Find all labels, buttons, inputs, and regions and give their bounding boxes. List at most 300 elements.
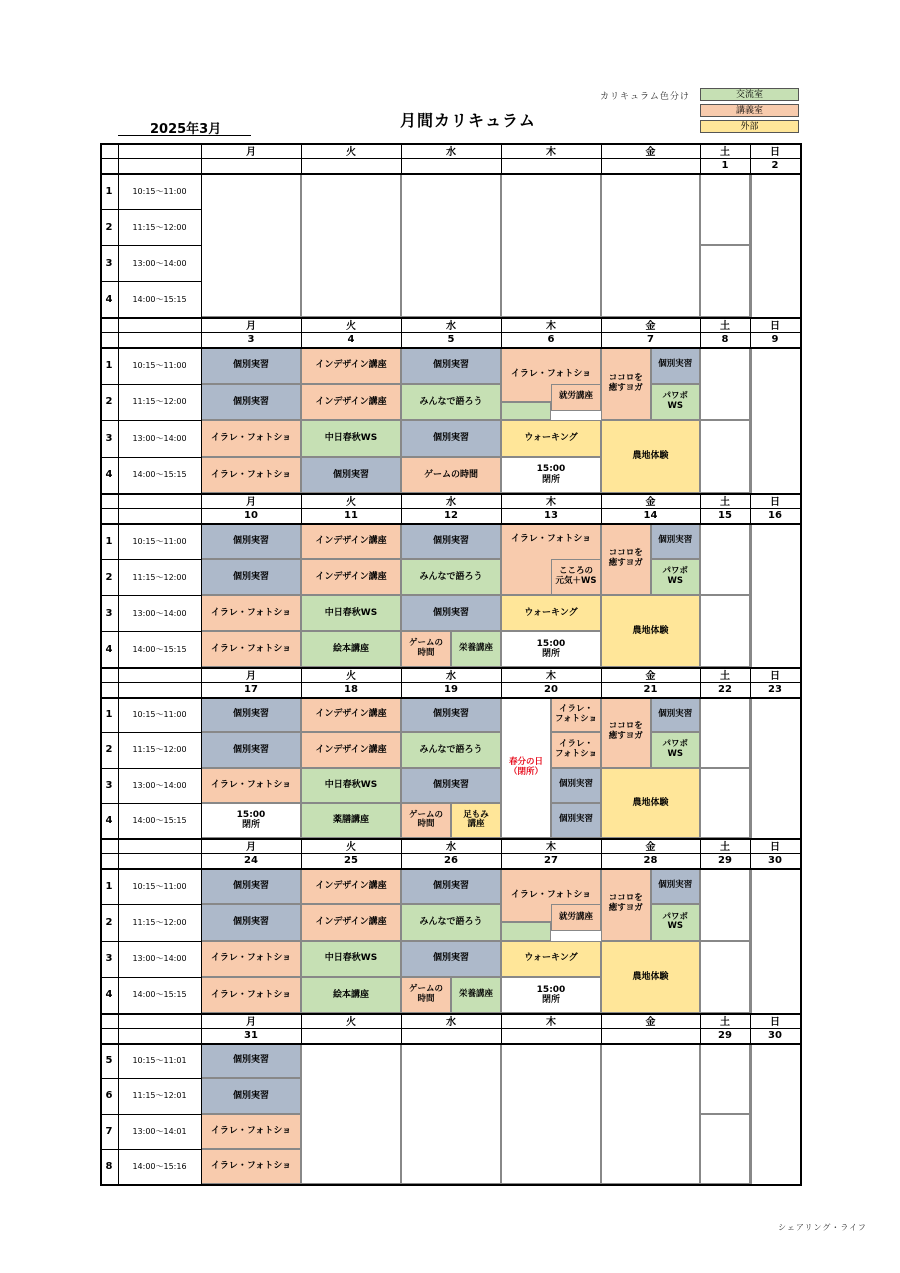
empty-cell	[301, 1043, 401, 1184]
outer-border-right	[800, 143, 802, 1186]
period-time: 10:15～11:00	[132, 881, 187, 891]
activity-block: 個別実習	[401, 595, 501, 631]
period-divider	[100, 420, 201, 421]
activity-block: イラレ・ フォトショ	[551, 732, 601, 767]
date-label: 12	[444, 510, 458, 521]
date-label: 15	[718, 510, 732, 521]
period-time: 11:15～12:00	[132, 745, 187, 755]
column-divider	[118, 143, 119, 317]
weekday-label: 水	[446, 1017, 456, 1028]
period-number: 2	[105, 571, 113, 583]
activity-block: 農地体験	[601, 768, 700, 839]
empty-cell	[601, 1043, 700, 1184]
weekday-label: 火	[346, 1017, 356, 1028]
date-label: 7	[647, 334, 654, 345]
empty-cell	[750, 420, 752, 493]
date-label: 16	[768, 510, 782, 521]
activity-block: 個別実習	[201, 868, 301, 904]
activity-block: 農地体験	[601, 595, 700, 667]
weekday-label: 木	[546, 321, 556, 332]
period-number: 3	[105, 432, 113, 444]
activity-block: イラレ・フォトショ	[201, 768, 301, 803]
header-bottom-border	[100, 523, 800, 525]
period-time: 14:00～15:15	[132, 294, 187, 304]
date-label: 19	[444, 684, 458, 695]
empty-cell	[750, 347, 752, 420]
activity-block: イラレ・フォトショ	[201, 1149, 301, 1184]
period-time: 14:00～15:15	[132, 815, 187, 825]
column-divider	[301, 143, 302, 173]
period-time: 13:00～14:00	[132, 258, 187, 268]
date-label: 24	[244, 855, 258, 866]
column-divider	[501, 143, 502, 173]
weekday-label: 土	[720, 671, 730, 682]
column-divider	[401, 143, 402, 173]
date-label	[301, 158, 401, 173]
empty-cell	[401, 173, 501, 317]
activity-block: 足もみ 講座	[451, 803, 501, 838]
weekday-label: 金	[645, 842, 656, 853]
activity-block: インデザイン講座	[301, 559, 401, 595]
column-divider	[401, 317, 402, 347]
period-number: 4	[105, 293, 113, 305]
activity-block: ウォーキング	[501, 941, 601, 977]
activity-block: ココロを 癒すヨガ	[601, 347, 651, 420]
activity-block: みんなで語ろう	[401, 559, 501, 595]
weekday-label: 火	[346, 671, 356, 682]
weekday-label: 月	[246, 842, 256, 853]
footer-brand: シェアリング・ライフ	[778, 1223, 867, 1232]
period-divider	[100, 245, 201, 246]
period-time: 14:00～15:15	[132, 644, 187, 654]
date-label: 18	[344, 684, 358, 695]
empty-cell	[700, 1043, 750, 1114]
weekday-label: 火	[346, 842, 356, 853]
activity-block: イラレ・フォトショ	[501, 523, 601, 595]
weekday-label: 月	[246, 1017, 256, 1028]
period-time: 13:00～14:01	[132, 1126, 187, 1136]
period-time: 13:00～14:00	[132, 954, 187, 964]
period-number: 1	[105, 880, 113, 892]
activity-block: ゲームの 時間	[401, 977, 451, 1013]
activity-block: パワポ WS	[651, 384, 701, 421]
activity-block: 個別実習	[651, 347, 701, 384]
date-label: 21	[643, 684, 658, 695]
column-divider	[301, 838, 302, 868]
legend-item-koryushitsu: 交流室	[700, 88, 799, 101]
empty-cell	[750, 523, 752, 595]
column-divider	[118, 493, 119, 667]
empty-cell	[750, 1114, 752, 1185]
empty-cell	[750, 941, 752, 1014]
date-label: 26	[444, 855, 458, 866]
activity-block: 農地体験	[601, 941, 700, 1014]
period-time: 10:15～11:00	[132, 360, 187, 370]
period-divider	[100, 732, 201, 733]
empty-cell	[700, 768, 750, 839]
period-number: 8	[105, 1160, 113, 1172]
activity-block: 15:00 閉所	[501, 631, 601, 667]
period-time: 11:15～12:00	[132, 222, 187, 232]
period-time: 13:00～14:00	[132, 608, 187, 618]
column-divider	[401, 667, 402, 697]
activity-block: 個別実習	[401, 768, 501, 803]
period-number: 7	[105, 1125, 113, 1137]
period-divider	[100, 1078, 201, 1079]
weekday-label: 金	[645, 1017, 656, 1028]
period-divider	[100, 384, 201, 385]
activity-block: インデザイン講座	[301, 523, 401, 559]
activity-block: 15:00 閉所	[201, 803, 301, 838]
column-divider	[750, 317, 751, 347]
column-divider	[301, 667, 302, 697]
date-label: 23	[768, 684, 782, 695]
legend-item-kogishitsu: 講義室	[700, 104, 799, 117]
empty-cell	[700, 347, 750, 420]
period-divider	[100, 631, 201, 632]
date-label: 14	[643, 510, 658, 521]
empty-cell	[700, 245, 750, 317]
activity-block: 中日春秋WS	[301, 768, 401, 803]
date-label: 25	[344, 855, 358, 866]
activity-block: 15:00 閉所	[501, 457, 601, 494]
activity-block: イラレ・フォトショ	[501, 347, 601, 402]
activity-block: 個別実習	[201, 523, 301, 559]
header-bottom-border	[100, 1043, 800, 1045]
activity-block: 個別実習	[201, 1078, 301, 1113]
date-label: 31	[244, 1030, 258, 1041]
period-time: 11:15～12:00	[132, 572, 187, 582]
weekday-label: 土	[720, 321, 730, 332]
header-bottom-border	[100, 173, 800, 175]
empty-cell	[700, 868, 750, 941]
header-bottom-border	[100, 697, 800, 699]
column-divider	[201, 493, 202, 667]
date-label	[201, 158, 301, 173]
date-label: 8	[721, 334, 729, 345]
period-number: 1	[105, 359, 113, 371]
empty-cell	[501, 173, 601, 317]
period-divider	[100, 977, 201, 978]
column-divider	[118, 1013, 119, 1184]
activity-block: 就労講座	[551, 904, 601, 931]
activity-block: インデザイン講座	[301, 347, 401, 384]
weekday-label: 土	[720, 147, 730, 158]
weekday-label: 金	[645, 321, 656, 332]
column-divider	[700, 1013, 701, 1043]
column-divider	[401, 493, 402, 523]
weekday-label: 木	[546, 671, 556, 682]
empty-cell	[201, 173, 301, 317]
period-number: 6	[105, 1090, 113, 1102]
header-divider	[100, 332, 800, 333]
empty-cell	[501, 402, 551, 420]
weekday-label: 水	[446, 321, 456, 332]
column-divider	[750, 493, 751, 523]
date-label: 6	[547, 334, 555, 345]
period-number: 2	[105, 916, 113, 928]
period-time: 13:00～14:00	[132, 433, 187, 443]
week-top-border	[100, 838, 800, 840]
period-divider	[100, 803, 201, 804]
column-divider	[700, 838, 701, 868]
weekday-label: 日	[770, 671, 780, 682]
period-divider	[100, 595, 201, 596]
date-label: 27	[544, 855, 558, 866]
date-label: 17	[244, 684, 258, 695]
activity-block: 薬膳講座	[301, 803, 401, 838]
period-number: 4	[105, 814, 113, 826]
date-label: 30	[768, 1030, 782, 1041]
weekday-label: 水	[446, 147, 456, 158]
activity-block: ゲームの 時間	[401, 631, 451, 667]
header-divider	[100, 682, 800, 683]
activity-block: ココロを 癒すヨガ	[601, 697, 651, 768]
activity-block: みんなで語ろう	[401, 384, 501, 421]
activity-block: イラレ・フォトショ	[201, 941, 301, 977]
date-label: 30	[768, 855, 782, 866]
weekday-label: 日	[770, 1017, 780, 1028]
page-title: 月間カリキュラム	[400, 111, 536, 130]
weekday-label: 水	[446, 497, 456, 508]
outer-border-bottom	[100, 1184, 800, 1186]
activity-block: パワポ WS	[651, 904, 701, 940]
period-time: 11:15～12:00	[132, 917, 187, 927]
empty-cell	[501, 1043, 601, 1184]
period-divider	[100, 559, 201, 560]
activity-block: 個別実習	[201, 384, 301, 421]
activity-block: 個別実習	[301, 457, 401, 494]
column-divider	[601, 493, 602, 523]
period-time: 11:15～12:00	[132, 397, 187, 407]
weekday-label: 土	[720, 1017, 730, 1028]
activity-block: 就労講座	[551, 384, 601, 411]
activity-block: イラレ・フォトショ	[201, 595, 301, 631]
activity-block: 個別実習	[651, 523, 701, 559]
activity-block: 個別実習	[551, 803, 601, 838]
activity-block: 個別実習	[651, 697, 701, 732]
activity-block: 個別実習	[201, 559, 301, 595]
header-divider	[100, 1028, 800, 1029]
period-number: 1	[105, 535, 113, 547]
empty-cell	[750, 245, 752, 317]
date-label	[301, 1028, 401, 1043]
date-label: 29	[718, 1030, 732, 1041]
period-divider	[100, 941, 201, 942]
period-number: 3	[105, 607, 113, 619]
period-time: 11:15～12:01	[132, 1091, 187, 1101]
weekday-label: 土	[720, 842, 730, 853]
activity-block: 絵本講座	[301, 977, 401, 1013]
activity-block: インデザイン講座	[301, 732, 401, 767]
weekday-label: 木	[546, 1017, 556, 1028]
empty-cell	[700, 697, 750, 768]
activity-block: インデザイン講座	[301, 384, 401, 421]
activity-block: 個別実習	[201, 347, 301, 384]
period-number: 1	[105, 185, 113, 197]
column-divider	[601, 317, 602, 347]
period-time: 14:00～15:15	[132, 990, 187, 1000]
activity-block: みんなで語ろう	[401, 732, 501, 767]
period-number: 4	[105, 469, 113, 481]
period-time: 14:00～15:15	[132, 470, 187, 480]
date-label: 9	[771, 334, 779, 345]
legend-item-gaibu: 外部	[700, 120, 799, 133]
empty-cell	[501, 922, 551, 940]
column-divider	[201, 143, 202, 317]
column-divider	[700, 317, 701, 347]
header-divider	[100, 158, 800, 159]
column-divider	[700, 667, 701, 697]
date-label: 10	[244, 510, 258, 521]
period-divider	[100, 768, 201, 769]
empty-cell	[750, 1043, 752, 1114]
column-divider	[501, 838, 502, 868]
column-divider	[118, 838, 119, 1013]
weekday-label: 日	[770, 842, 780, 853]
empty-cell	[601, 173, 700, 317]
empty-cell	[750, 595, 752, 667]
date-label: 2	[771, 160, 779, 171]
column-divider	[750, 1013, 751, 1043]
activity-block: 春分の日 （閉所）	[501, 697, 551, 838]
period-divider	[100, 1149, 201, 1150]
activity-block: パワポ WS	[651, 559, 701, 595]
activity-block: パワポ WS	[651, 732, 701, 767]
activity-block: ココロを 癒すヨガ	[601, 523, 651, 595]
activity-block: ウォーキング	[501, 595, 601, 631]
activity-block: 個別実習	[201, 904, 301, 940]
column-divider	[700, 143, 701, 173]
column-divider	[501, 493, 502, 523]
empty-cell	[750, 768, 752, 839]
date-label	[501, 158, 601, 173]
activity-block: 個別実習	[201, 697, 301, 732]
empty-cell	[301, 173, 401, 317]
activity-block: ウォーキング	[501, 420, 601, 457]
activity-block: イラレ・フォトショ	[201, 420, 301, 457]
outer-border-left	[100, 143, 102, 1184]
column-divider	[201, 1013, 202, 1184]
empty-cell	[700, 941, 750, 1014]
date-label: 5	[447, 334, 455, 345]
activity-block: 中日春秋WS	[301, 420, 401, 457]
column-divider	[201, 667, 202, 838]
weekday-label: 日	[770, 147, 780, 158]
empty-cell	[700, 173, 750, 245]
period-time: 10:15～11:00	[132, 186, 187, 196]
empty-cell	[700, 595, 750, 667]
column-divider	[118, 667, 119, 838]
weekday-label: 木	[546, 497, 556, 508]
date-label: 29	[718, 855, 732, 866]
header-divider	[100, 508, 800, 509]
date-label	[401, 1028, 501, 1043]
period-divider	[100, 1114, 201, 1115]
activity-block: 個別実習	[401, 697, 501, 732]
weekday-label: 月	[246, 147, 256, 158]
period-time: 10:15～11:00	[132, 710, 187, 720]
column-divider	[501, 667, 502, 697]
activity-block: 15:00 閉所	[501, 977, 601, 1013]
period-number: 5	[105, 1055, 113, 1067]
empty-cell	[750, 868, 752, 941]
activity-block: 個別実習	[201, 1043, 301, 1078]
column-divider	[201, 317, 202, 493]
legend-title: カリキュラム色分け	[600, 92, 690, 102]
column-divider	[601, 143, 602, 173]
date-label	[601, 1028, 700, 1043]
weekday-label: 水	[446, 671, 456, 682]
weekday-label: 金	[645, 497, 656, 508]
weekday-label: 日	[770, 497, 780, 508]
weekday-label: 金	[645, 671, 656, 682]
period-number: 4	[105, 643, 113, 655]
period-time: 14:00～15:16	[132, 1161, 187, 1171]
period-time: 10:15～11:01	[132, 1056, 187, 1066]
week-top-border	[100, 493, 800, 495]
period-divider	[100, 209, 201, 210]
empty-cell	[700, 420, 750, 493]
column-divider	[750, 667, 751, 697]
period-divider	[100, 904, 201, 905]
column-divider	[601, 838, 602, 868]
activity-block: 個別実習	[651, 868, 701, 904]
activity-block: 個別実習	[401, 420, 501, 457]
week-top-border	[100, 667, 800, 669]
date-label: 11	[344, 510, 358, 521]
empty-cell	[750, 697, 752, 768]
column-divider	[301, 493, 302, 523]
activity-block: 栄養講座	[451, 977, 501, 1013]
activity-block: インデザイン講座	[301, 697, 401, 732]
activity-block: ゲームの時間	[401, 457, 501, 494]
week-top-border	[100, 143, 800, 145]
period-number: 3	[105, 257, 113, 269]
activity-block: イラレ・フォトショ	[201, 977, 301, 1013]
period-number: 2	[105, 744, 113, 756]
activity-block: ゲームの 時間	[401, 803, 451, 838]
date-label: 22	[718, 684, 732, 695]
activity-block: イラレ・フォトショ	[501, 868, 601, 922]
activity-block: 個別実習	[551, 768, 601, 803]
period-time: 10:15～11:00	[132, 536, 187, 546]
period-number: 2	[105, 221, 113, 233]
activity-block: 中日春秋WS	[301, 941, 401, 977]
period-number: 4	[105, 989, 113, 1001]
activity-block: 個別実習	[401, 347, 501, 384]
weekday-label: 木	[546, 842, 556, 853]
weekday-label: 火	[346, 321, 356, 332]
activity-block: 個別実習	[401, 868, 501, 904]
activity-block: ココロを 癒すヨガ	[601, 868, 651, 941]
column-divider	[201, 838, 202, 1013]
date-label	[401, 158, 501, 173]
activity-block: 絵本講座	[301, 631, 401, 667]
date-label: 1	[721, 160, 729, 171]
weekday-label: 火	[346, 497, 356, 508]
column-divider	[700, 493, 701, 523]
column-divider	[401, 838, 402, 868]
activity-block: イラレ・フォトショ	[201, 457, 301, 494]
weekday-label: 水	[446, 842, 456, 853]
week-top-border	[100, 317, 800, 319]
column-divider	[401, 1013, 402, 1043]
activity-block: 個別実習	[401, 523, 501, 559]
period-divider	[100, 281, 201, 282]
date-label: 13	[544, 510, 558, 521]
empty-cell	[401, 1043, 501, 1184]
